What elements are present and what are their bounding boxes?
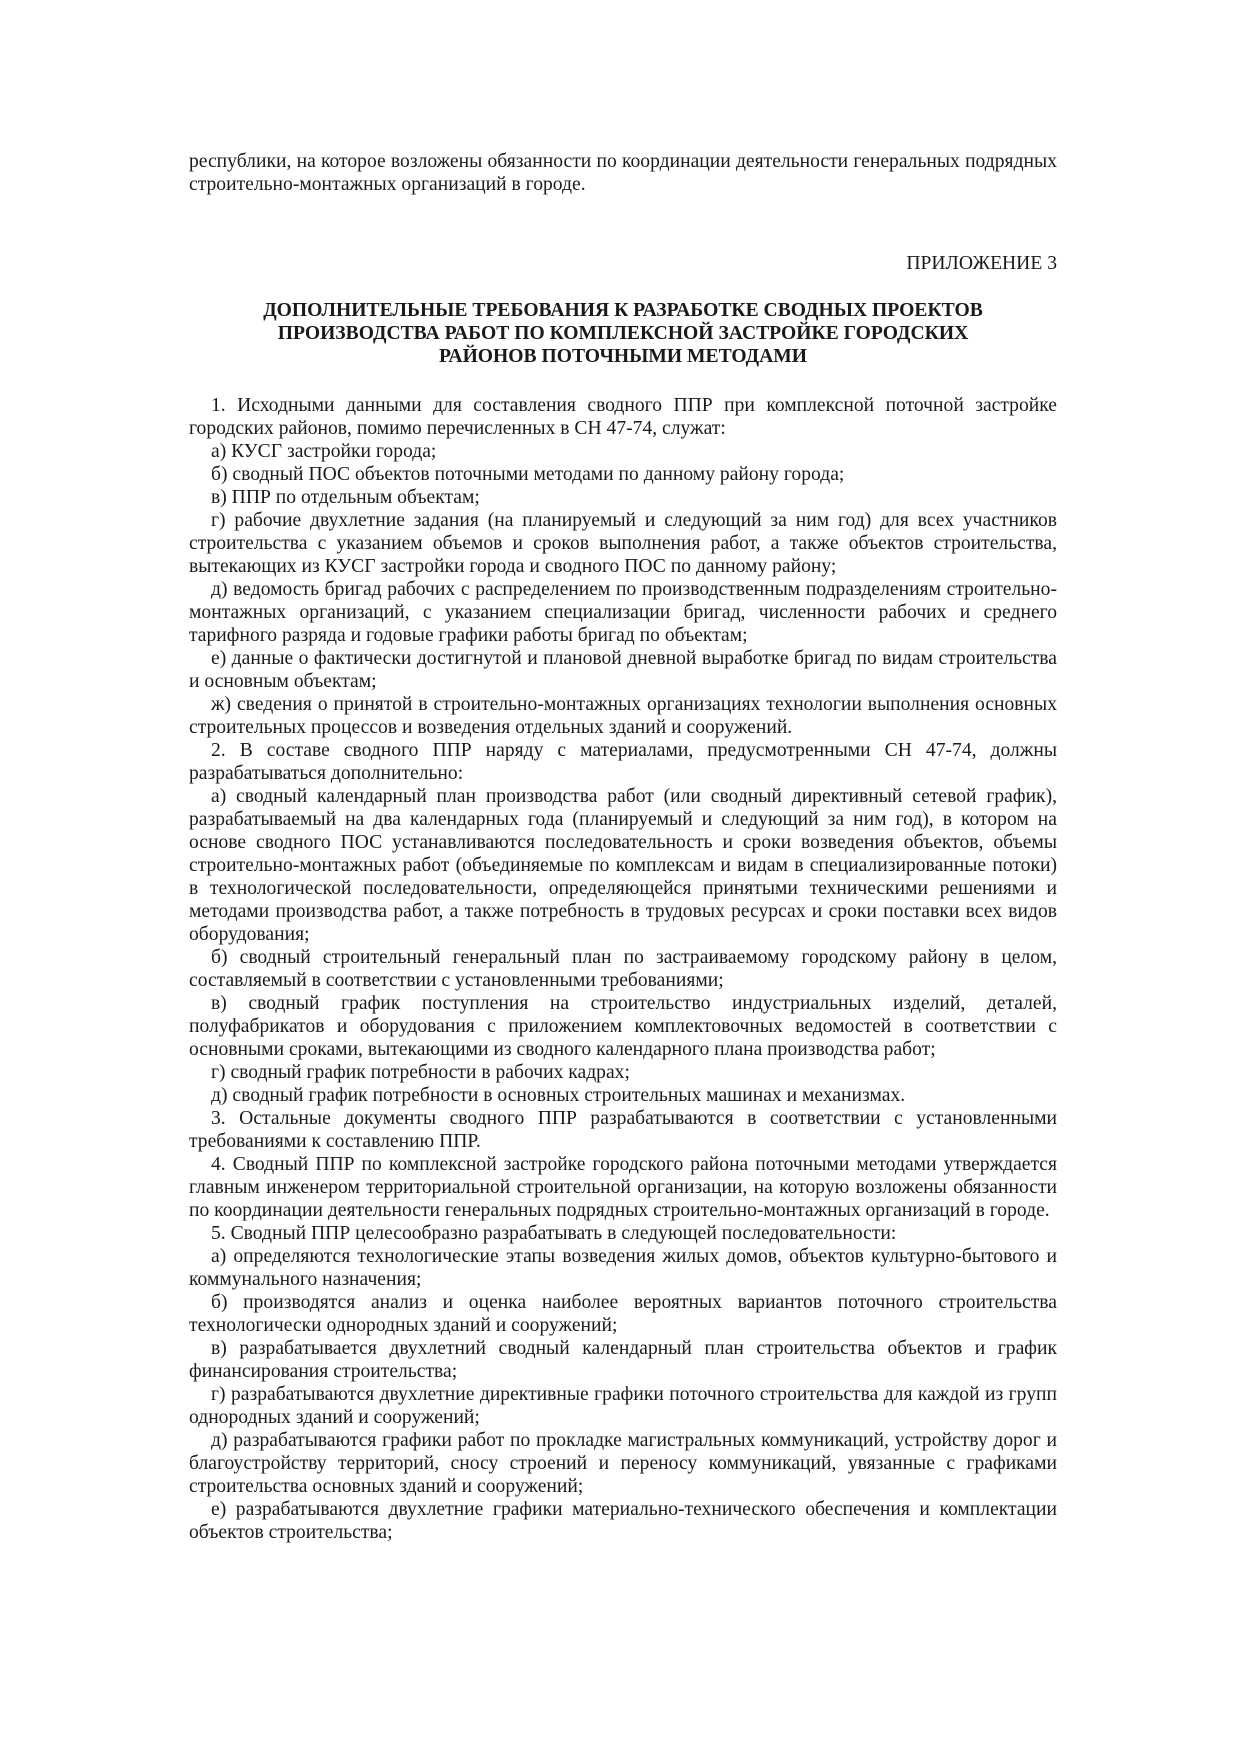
paragraph: 2. В составе сводного ППР наряду с материалами, предусмотренными СН 47-74, должны разрабатываться дополнительно: <box>189 740 1057 784</box>
paragraph: б) производятся анализ и оценка наиболее вероятных вариантов поточного строительства технологически однородных зданий и сооружений; <box>189 1292 1057 1336</box>
paragraph: ж) сведения о принятой в строительно-монтажных организациях технологии выполнения основных строительных процессов и возведения отдельных зданий и сооружений. <box>189 694 1057 738</box>
paragraph: а) КУСГ застройки города; <box>211 441 437 462</box>
appendix-label: ПРИЛОЖЕНИЕ 3 <box>906 253 1057 274</box>
paragraph: д) ведомость бригад рабочих с распределением по производственным подразделениям строительно-монтажных организаций, с указанием специализации бригад, численности рабочих и среднего тарифного разряда и годовые графики работы бригад по объектам; <box>189 579 1057 646</box>
paragraph: е) разрабатываются двухлетние графики материально-технического обеспечения и комплектации объектов строительства; <box>189 1499 1057 1543</box>
paragraph: д) разрабатываются графики работ по прокладке магистральных коммуникаций, устройству дорог и благоустройству территорий, сносу строений и переносу коммуникаций, увязанные с графиками строительства основных зданий и сооружений; <box>189 1430 1057 1497</box>
paragraph: е) данные о фактически достигнутой и плановой дневной выработке бригад по видам строительства и основным объектам; <box>189 648 1057 692</box>
paragraph: 4. Сводный ППР по комплексной застройке городского района поточными методами утверждается главным инженером территориальной строительной организации, на которую возложены обязанности по координации деятельности генеральных подрядных строительно-монтажных организаций в городе. <box>189 1154 1057 1221</box>
paragraph: а) сводный календарный план производства работ (или сводный директивный сетевой график), разрабатываемый на два календарных года (планируемый и следующий за ним год), в котором на основе сводного ПОС устанавливаются последовательность и сроки возведения объектов, объемы строительно-монтажных работ (объединяемые по комплексам и видам в специализированные потоки) в технологической последовательности, определяющейся принятыми техническими решениями и методами производства работ, а также потребность в трудовых ресурсах и сроки поставки всех видов оборудования; <box>189 786 1057 945</box>
document-title: ДОПОЛНИТЕЛЬНЫЕ ТРЕБОВАНИЯ К РАЗРАБОТКЕ СВОДНЫХ ПРОЕКТОВ ПРОИЗВОДСТВА РАБОТ ПО КОМПЛЕКСНОЙ ЗАСТРОЙКЕ ГОРОДСКИХ РАЙОНОВ ПОТОЧНЫМИ МЕТОДАМИ <box>263 300 983 367</box>
document-page <box>189 150 1057 1544</box>
document-body <box>189 394 1057 1544</box>
paragraph: в) разрабатывается двухлетний сводный календарный план строительства объектов и график финансирования строительства; <box>189 1338 1057 1382</box>
lead-paragraph: республики, на которое возложены обязанности по координации деятельности генеральных подрядных строительно-монтажных организаций в городе. <box>189 151 1057 195</box>
paragraph: г) разрабатываются двухлетние директивные графики поточного строительства для каждой из групп однородных зданий и сооружений; <box>189 1384 1057 1428</box>
paragraph: г) сводный график потребности в рабочих кадрах; <box>211 1062 630 1083</box>
paragraph: б) сводный строительный генеральный план по застраиваемому городскому району в целом, составляемый в соответствии с установленными требованиями; <box>189 947 1057 991</box>
paragraph: 5. Сводный ППР целесообразно разрабатывать в следующей последовательности: <box>211 1223 897 1244</box>
paragraph: г) рабочие двухлетние задания (на планируемый и следующий за ним год) для всех участников строительства с указанием объемов и сроков выполнения работ, а также объектов строительства, вытекающих из КУСГ застройки города и сводного ПОС по данному району; <box>189 510 1057 577</box>
paragraph: д) сводный график потребности в основных строительных машинах и механизмах. <box>211 1085 906 1106</box>
paragraph: в) сводный график поступления на строительство индустриальных изделий, деталей, полуфабрикатов и оборудования с приложением комплектовочных ведомостей в соответствии с основными сроками, вытекающими из сводного календарного плана производства работ; <box>189 993 1057 1060</box>
paragraph: а) определяются технологические этапы возведения жилых домов, объектов культурно-бытового и коммунального назначения; <box>189 1246 1057 1290</box>
paragraph: в) ППР по отдельным объектам; <box>211 487 480 508</box>
paragraph: б) сводный ПОС объектов поточными методами по данному району города; <box>211 464 845 485</box>
paragraph: 3. Остальные документы сводного ППР разрабатываются в соответствии с установленными требованиями к составлению ППР. <box>189 1108 1057 1152</box>
paragraph: 1. Исходными данными для составления сводного ППР при комплексной поточной застройке городских районов, помимо перечисленных в СН 47-74, служат: <box>189 395 1057 439</box>
